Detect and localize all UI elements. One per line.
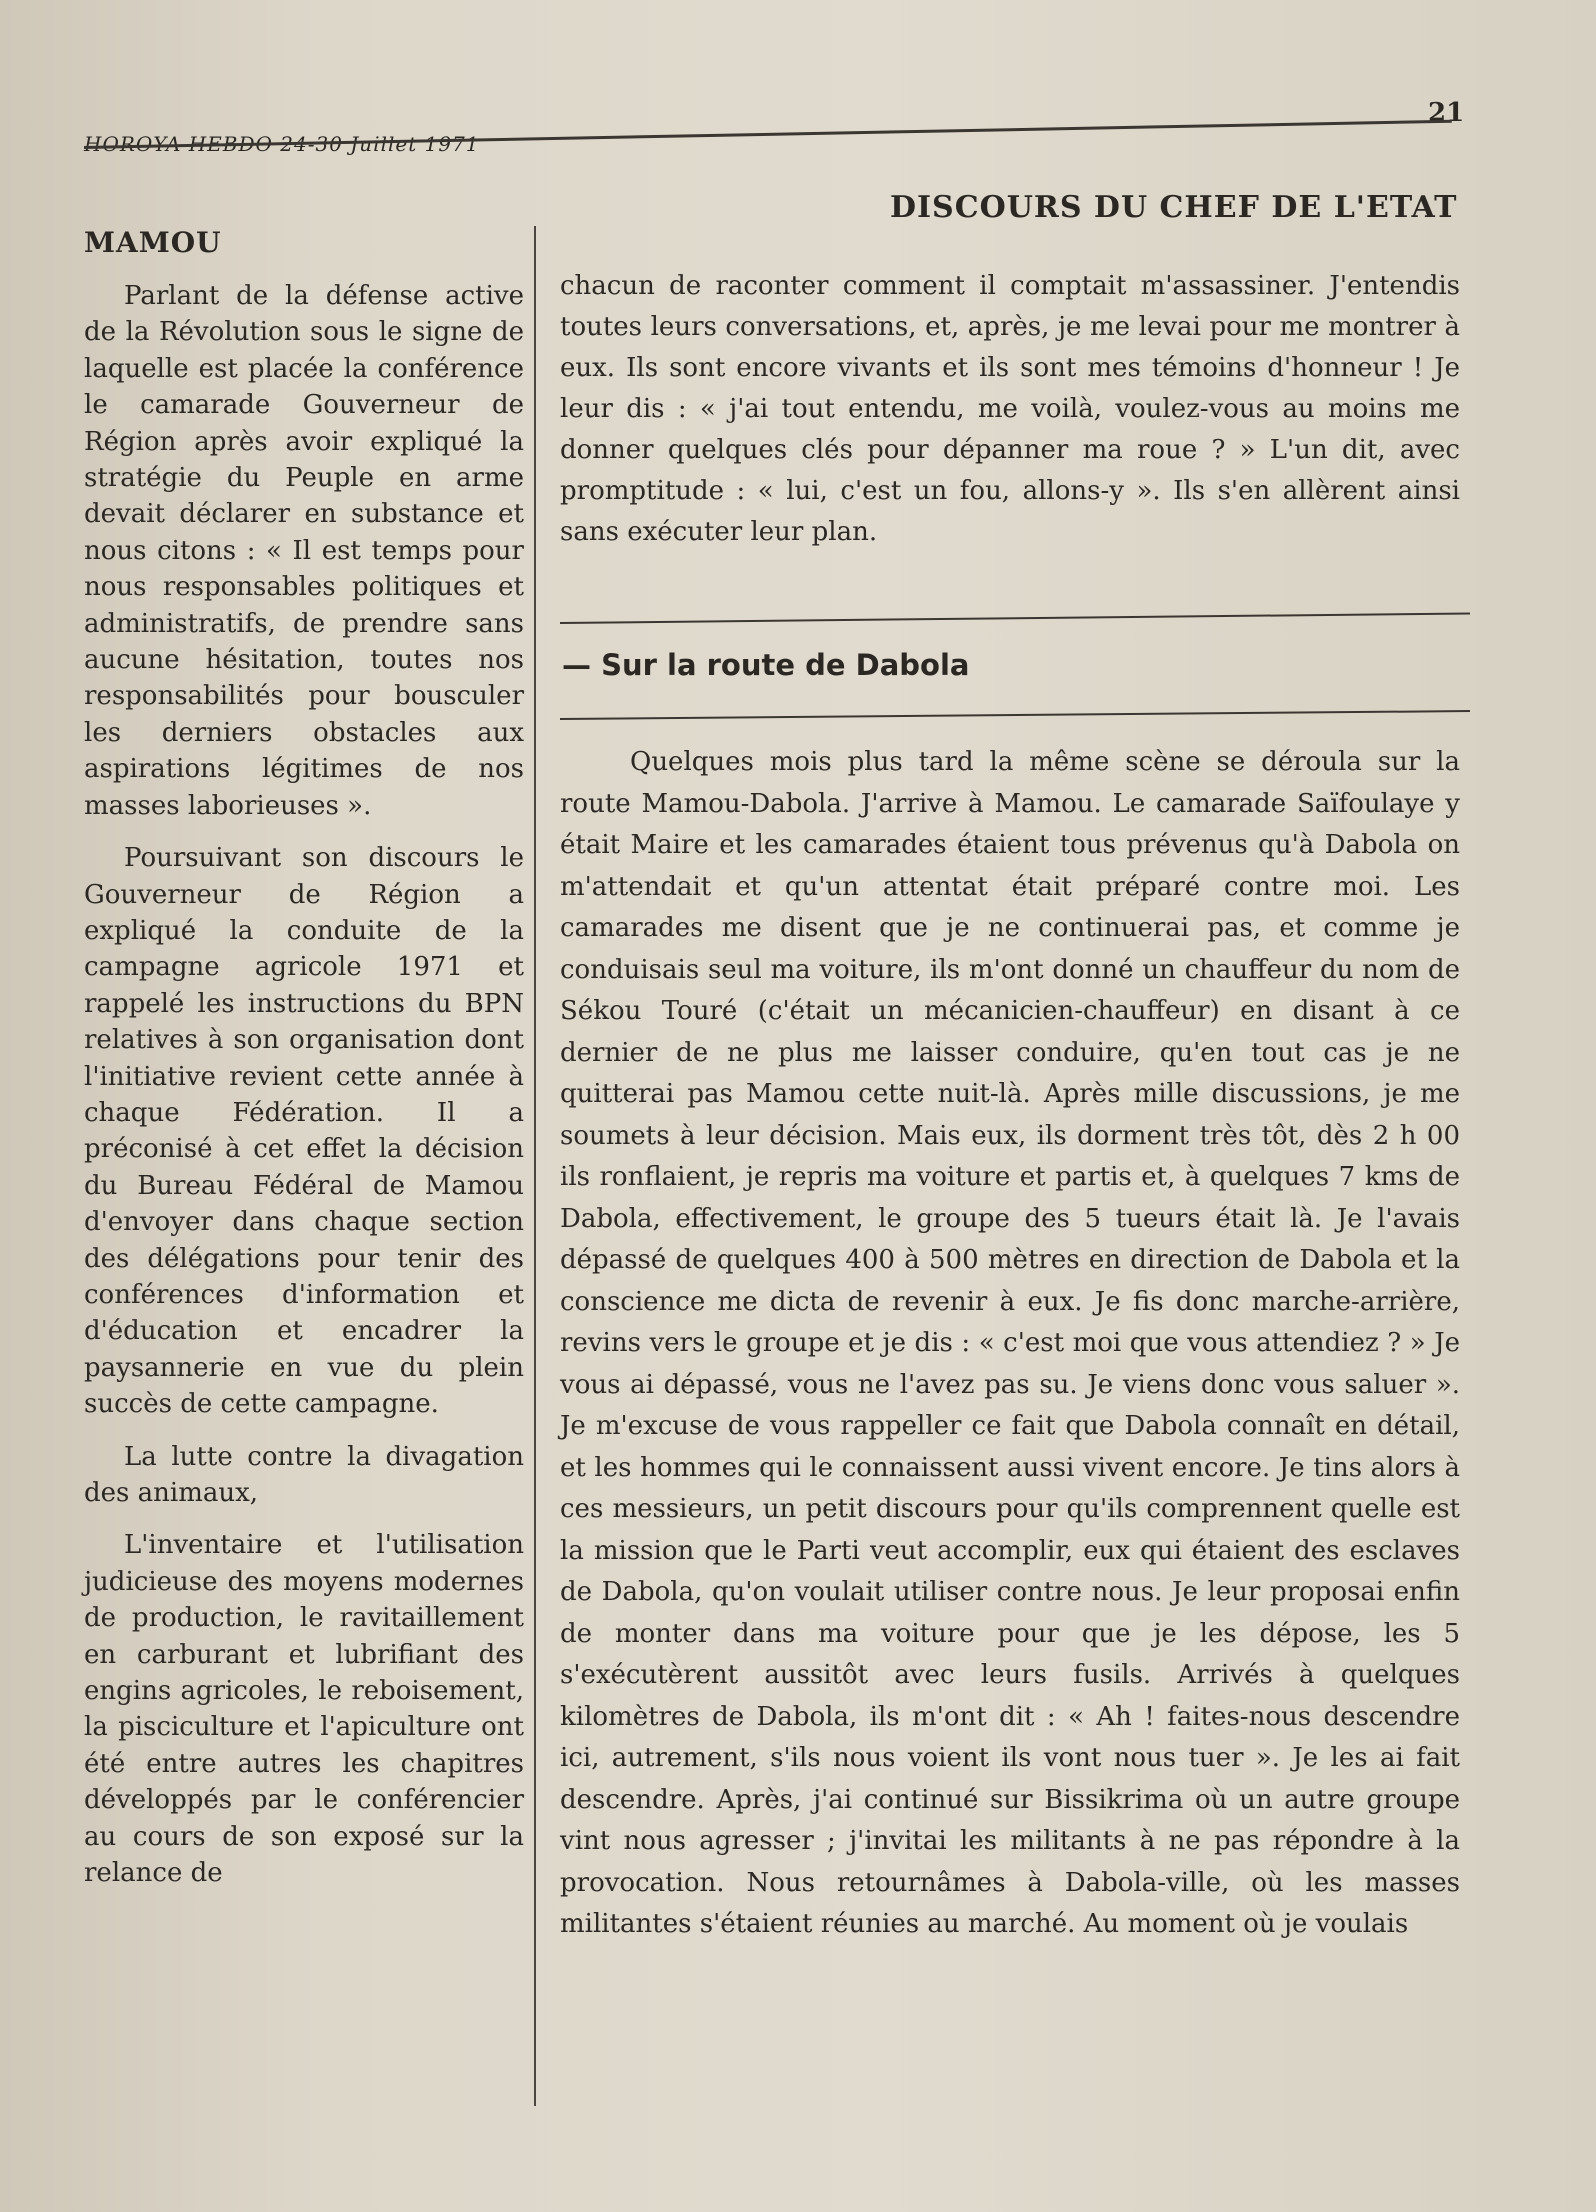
left-column xyxy=(84,278,524,1907)
right-column-top xyxy=(560,266,1460,553)
left-paragraph-2: Poursuivant son discours le Gouverneur de Région a expliqué la conduite de la campagne agricole 1971 et rappelé les instructions du BPN relatives à son organisation dont l'initiative revient cette année à chaque Fédération. Il a préconisé à cet effet la décision du Bureau Fédéral de Mamou d'envoyer dans chaque section des délégations pour tenir des conférences d'information et d'éducation et encadrer la paysannerie en vue du plein succès de cette campagne. xyxy=(84,843,524,1420)
section-title-left: MAMOU xyxy=(84,226,222,259)
left-paragraph-4: L'inventaire et l'utilisation judicieuse des moyens modernes de production, le ravitaillement en carburant et lubrifiant des engins agricoles, le reboisement, la pisciculture et l'apiculture ont été entre autres les chapitres développés par le conférencier au cours de son exposé sur la relance de xyxy=(84,1530,524,1889)
right-top-paragraph: chacun de raconter comment il comptait m'assassiner. J'entendis toutes leurs conversations, et, après, je me levai pour me montrer à eux. Ils sont encore vivants et ils sont mes témoins d'honneur ! Je leur dis : « j'ai tout entendu, me voilà, voulez-vous au moins me donner quelques clés pour dépanner ma roue ? » L'un dit, avec promptitude : « lui, c'est un fou, allons-y ». Ils s'en allèrent ainsi sans exécuter leur plan. xyxy=(560,271,1460,547)
subheading: — Sur la route de Dabola xyxy=(562,648,970,682)
left-paragraph-1: Parlant de la défense active de la Révolution sous le signe de laquelle est placée la conférence le camarade Gouverneur de Région après avoir expliqué la stratégie du Peuple en arme devait déclarer en substance et nous citons : « Il est temps pour nous responsables politiques et administratifs, de prendre sans aucune hésitation, toutes nos responsabilités pour bousculer les derniers obstacles aux aspirations légitimes de nos masses laborieuses ». xyxy=(84,281,524,821)
subheading-rule-top xyxy=(560,612,1470,624)
section-title-right: DISCOURS DU CHEF DE L'ETAT xyxy=(890,190,1458,225)
right-body-paragraph: Quelques mois plus tard la même scène se déroula sur la route Mamou-Dabola. J'arrive à Mamou. Le camarade Saïfoulaye y était Maire et les camarades étaient tous prévenus qu'à Dabola on m'attendait et qu'un attentat était préparé contre moi. Les camarades me disent que je ne continuerai pas, et comme je conduisais seul ma voiture, ils m'ont donné un chauffeur du nom de Sékou Touré (c'était un mécanicien-chauffeur) en disant à ce dernier de ne plus me laisser conduire, qu'en tout cas je ne quitterai pas Mamou cette nuit-là. Après mille discussions, je me soumets à leur décision. Mais eux, ils dorment très tôt, dès 2 h 00 ils ronflaient, je repris ma voiture et partis et, à quelques 7 kms de Dabola, effectivement, le groupe des 5 tueurs était là. Je l'avais dépassé de quelques 400 à 500 mètres en direction de Dabola et la conscience me dicta de revenir à eux. Je fis donc marche-arrière, revins vers le groupe et je dis : « c'est moi que vous attendiez ? » Je vous ai dépassé, vous ne l'avez pas su. Je viens donc vous saluer ». Je m'excuse de vous rappeller ce fait que Dabola connaît en détail, et les hommes qui le connaissent aussi vivent encore. Je tins alors à ces messieurs, un petit discours pour qu'ils comprennent quelle est la mission que le Parti veut accomplir, eux qui étaient des esclaves de Dabola, qu'on voulait utiliser contre nous. Je leur proposai enfin de monter dans ma voiture pour que je les dépose, les 5 s'exécutèrent aussitôt avec leurs fusils. Arrivés à quelques kilomètres de Dabola, ils m'ont dit : « Ah ! faites-nous descendre ici, autrement, s'ils nous voient ils vont nous tuer ». Je les ai fait descendre. Après, j'ai continué sur Bissikrima où un autre groupe vint nous agresser ; j'invitai les militants à ne pas répondre à la provocation. Nous retournâmes à Dabola-ville, où les masses militantes s'étaient réunies au marché. Au moment où je voulais xyxy=(560,747,1460,1939)
subheading-rule-bottom xyxy=(560,710,1470,720)
masthead: HOROYA HEBDO 24-30 Juillet 1971 xyxy=(84,132,480,156)
left-paragraph-3: La lutte contre la divagation des animaux, xyxy=(84,1441,524,1508)
page-number: 21 xyxy=(1428,98,1465,128)
right-column-body xyxy=(560,742,1460,1946)
column-divider xyxy=(534,226,536,2106)
